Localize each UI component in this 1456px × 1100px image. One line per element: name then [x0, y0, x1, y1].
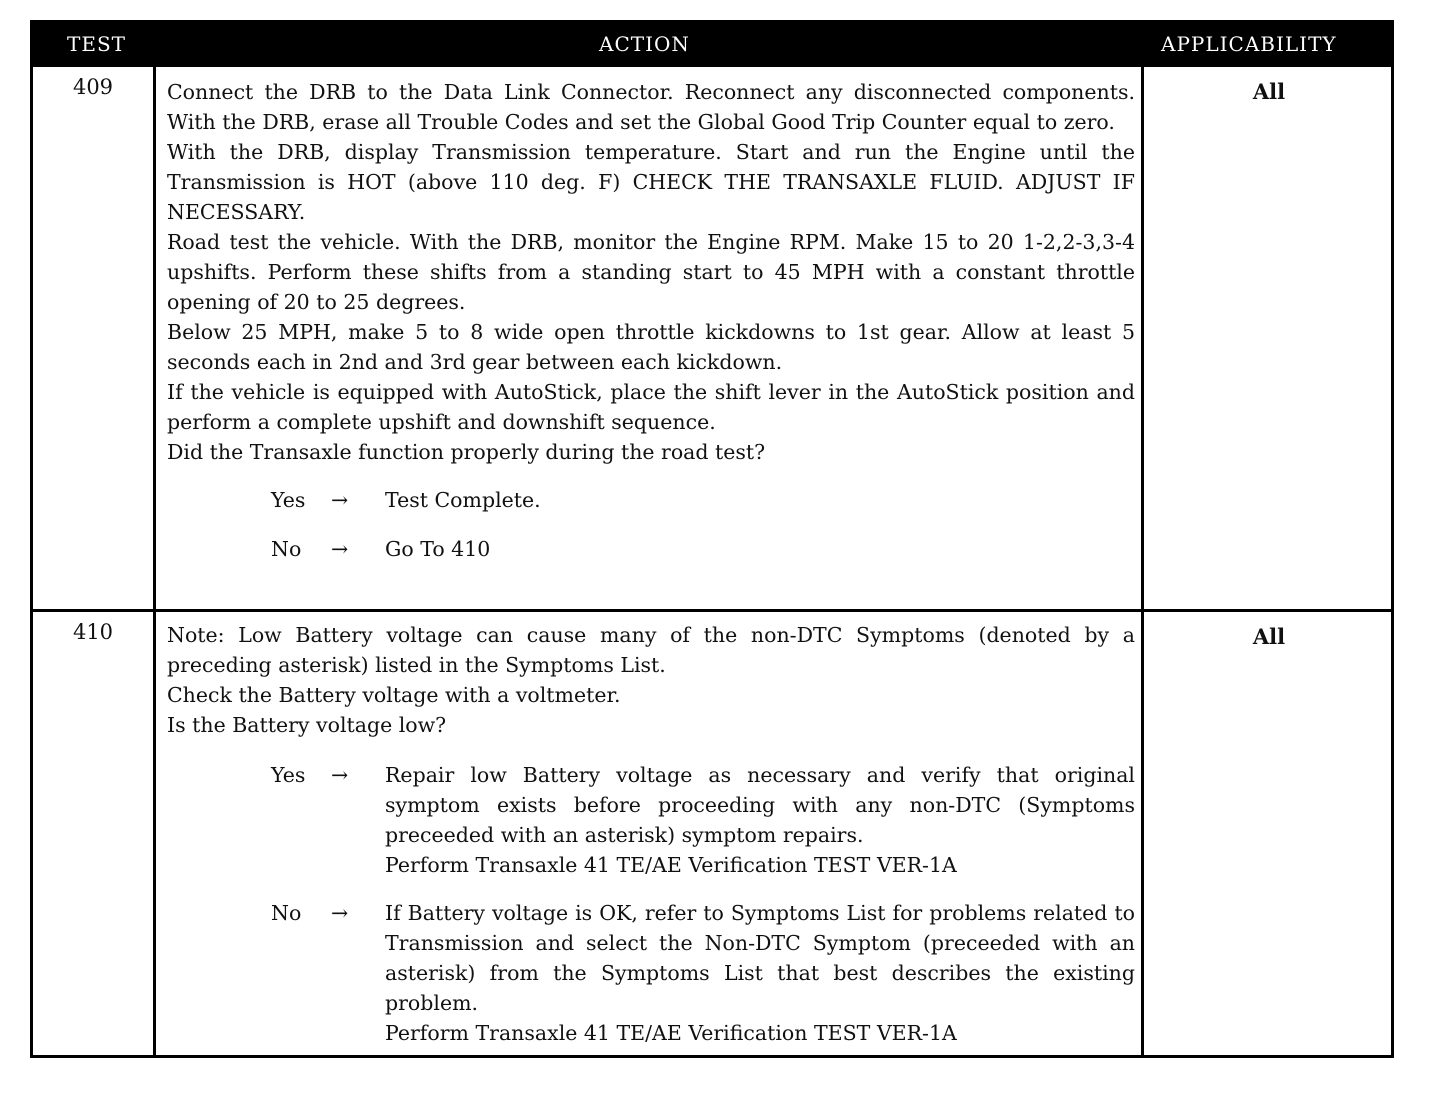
- no-label: No: [271, 537, 302, 561]
- column-divider: [153, 67, 156, 609]
- diagnostic-table: [30, 20, 1394, 1058]
- column-divider: [153, 612, 156, 1058]
- yes-label: Yes: [271, 488, 306, 512]
- action-paragraph: Note: Low Battery voltage can cause many of the non-DTC Symptoms (denoted by a preceding asterisk) listed in the Symptoms List.: [167, 623, 1135, 677]
- yes-result-text: Repair low Battery voltage as necessary and verify that original symptom exists before proceeding with any non-DTC (Symptoms preceeded with an asterisk) symptom repairs.: [385, 763, 1135, 847]
- yes-label: Yes: [271, 763, 306, 787]
- header-action: ACTION: [599, 32, 690, 56]
- action-paragraph: Below 25 MPH, make 5 to 8 wide open throttle kickdowns to 1st gear. Allow at least 5 seconds each in 2nd and 3rd gear between each kickdown.: [167, 320, 1135, 374]
- yes-branch: [271, 485, 1135, 515]
- action-cell: [167, 77, 1135, 564]
- column-divider: [1141, 67, 1144, 609]
- arrow-right-icon: →: [331, 901, 349, 925]
- action-cell: [167, 620, 1135, 1048]
- action-question: Is the Battery voltage low?: [167, 713, 447, 737]
- no-label: No: [271, 901, 302, 925]
- no-result: Go To 410: [385, 537, 491, 561]
- test-number: 410: [72, 620, 114, 644]
- yes-result: Test Complete.: [385, 488, 541, 512]
- action-paragraph: If the vehicle is equipped with AutoStick, place the shift lever in the AutoStick position and perform a complete upshift and downshift sequence.: [167, 380, 1135, 434]
- applicability-value: All: [1252, 79, 1286, 104]
- yes-branch: [271, 760, 1135, 880]
- table-row-410: [33, 609, 1391, 1058]
- arrow-right-icon: →: [331, 488, 349, 512]
- arrow-right-icon: →: [331, 537, 349, 561]
- action-paragraph: With the DRB, display Transmission temperature. Start and run the Engine until the Transmission is HOT (above 110 deg. F) CHECK THE TRANSAXLE FLUID. ADJUST IF NECESSARY.: [167, 140, 1135, 224]
- arrow-right-icon: →: [331, 763, 349, 787]
- yes-result: [385, 760, 1135, 880]
- no-branch: [271, 898, 1135, 1048]
- applicability-value: All: [1252, 624, 1286, 649]
- no-result: [385, 898, 1135, 1048]
- yes-result-verify: Perform Transaxle 41 TE/AE Verification TEST VER-1A: [385, 853, 957, 877]
- action-paragraph: Check the Battery voltage with a voltmeter.: [167, 683, 621, 707]
- no-result-verify: Perform Transaxle 41 TE/AE Verification TEST VER-1A: [385, 1021, 957, 1045]
- action-paragraph: Connect the DRB to the Data Link Connector. Reconnect any disconnected components. With the DRB, erase all Trouble Codes and set the Global Good Trip Counter equal to zero.: [167, 80, 1135, 134]
- no-result-text: If Battery voltage is OK, refer to Symptoms List for problems related to Transmission and select the Non-DTC Symptom (preceeded with an asterisk) from the Symptoms List that best describes the existing problem.: [385, 901, 1135, 1015]
- no-branch: [271, 534, 1135, 564]
- header-applicability: APPLICABILITY: [1161, 32, 1337, 56]
- action-question: Did the Transaxle function properly during the road test?: [167, 440, 766, 464]
- table-header: [33, 23, 1391, 67]
- action-paragraph: Road test the vehicle. With the DRB, monitor the Engine RPM. Make 15 to 20 1-2,2-3,3-4 upshifts. Perform these shifts from a standing start to 45 MPH with a constant throttle opening of 20 to 25 degrees.: [167, 230, 1135, 314]
- test-number: 409: [72, 75, 114, 99]
- column-divider: [1141, 612, 1144, 1058]
- table-row-409: [33, 67, 1391, 609]
- header-test: TEST: [67, 32, 126, 56]
